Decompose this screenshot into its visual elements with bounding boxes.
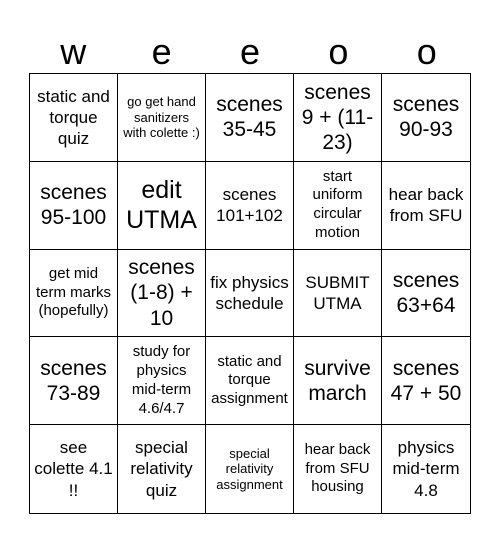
bingo-cell[interactable]: scenes 35-45 [206, 74, 294, 162]
bingo-board [29, 73, 471, 514]
bingo-cell[interactable]: scenes 73-89 [30, 337, 118, 425]
bingo-cell[interactable]: scenes 90-93 [382, 74, 470, 162]
bingo-cell[interactable]: survive march [294, 337, 382, 425]
bingo-header [29, 30, 471, 74]
bingo-cell[interactable]: static and torque quiz [30, 74, 118, 162]
bingo-cell[interactable]: scenes 63+64 [382, 250, 470, 338]
bingo-cell[interactable]: edit UTMA [118, 162, 206, 250]
bingo-cell[interactable]: scenes (1-8) + 10 [118, 250, 206, 338]
bingo-cell[interactable]: special relativity quiz [118, 425, 206, 513]
bingo-cell[interactable]: go get hand sanitizers with colette :) [118, 74, 206, 162]
bingo-cell[interactable]: fix physics schedule [206, 250, 294, 338]
header-letter-5: o [416, 31, 437, 72]
header-letter-3: e [239, 31, 260, 72]
bingo-cell[interactable]: start uniform circular motion [294, 162, 382, 250]
bingo-cell[interactable]: study for physics mid-term 4.6/4.7 [118, 337, 206, 425]
bingo-cell[interactable]: hear back from SFU [382, 162, 470, 250]
bingo-cell[interactable]: static and torque assignment [206, 337, 294, 425]
bingo-cell[interactable]: SUBMIT UTMA [294, 250, 382, 338]
bingo-cell[interactable]: scenes 101+102 [206, 162, 294, 250]
bingo-cell[interactable]: special relativity assignment [206, 425, 294, 513]
bingo-cell[interactable]: see colette 4.1 !! [30, 425, 118, 513]
bingo-cell[interactable]: scenes 47 + 50 [382, 337, 470, 425]
header-letter-2: e [151, 31, 172, 72]
header-letter-1: w [60, 31, 87, 72]
bingo-cell[interactable]: scenes 9 + (11-23) [294, 74, 382, 162]
bingo-cell[interactable]: hear back from SFU housing [294, 425, 382, 513]
bingo-cell[interactable]: scenes 95-100 [30, 162, 118, 250]
bingo-cell[interactable]: physics mid-term 4.8 [392, 438, 460, 500]
header-letter-4: o [328, 31, 349, 72]
bingo-cell[interactable]: get mid term marks (hopefully) [30, 250, 118, 338]
